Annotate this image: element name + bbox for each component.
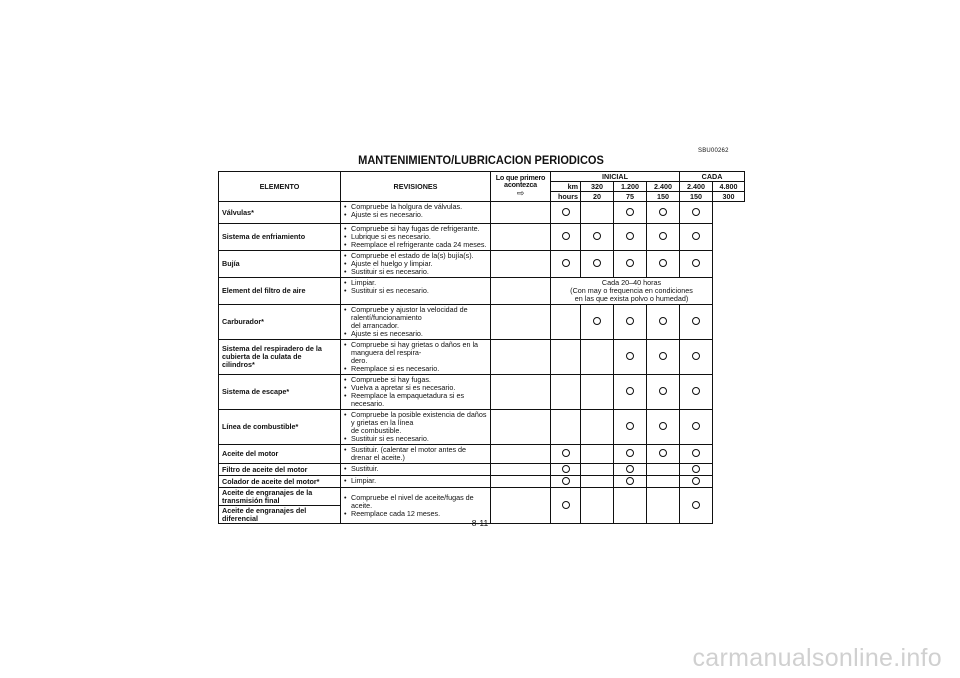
row-elemento <box>219 278 341 305</box>
row-elemento <box>219 445 341 464</box>
spacer-cell <box>491 305 551 340</box>
interval-cell <box>581 340 614 375</box>
row-revisiones <box>341 340 491 375</box>
revision-text: Sustituir. (calentar el motor antes de drenar el aceite.) <box>351 445 467 462</box>
row-revisiones <box>341 224 491 251</box>
row-elemento <box>219 464 341 476</box>
header-whichever-first <box>491 172 551 202</box>
check-circle-icon <box>562 259 570 267</box>
maintenance-table-body <box>219 202 745 524</box>
hours-value: 150 <box>647 192 680 202</box>
table-row <box>219 278 745 305</box>
revision-text: Compruebe si hay grietas o daños en la manguera del respira- <box>351 340 479 357</box>
interval-cell <box>551 375 581 410</box>
interval-cell <box>581 375 614 410</box>
interval-cell <box>647 445 680 464</box>
interval-cell <box>581 224 614 251</box>
spacer-cell <box>491 202 551 224</box>
row-elemento <box>219 305 341 340</box>
revision-text: Reemplace cada 12 meses. <box>351 508 441 518</box>
check-circle-icon <box>692 232 700 240</box>
note-text: (Con may o frequencia en condiciones <box>570 286 693 295</box>
interval-cell <box>680 305 713 340</box>
check-circle-icon <box>626 465 634 473</box>
interval-cell <box>581 476 614 488</box>
revision-item <box>343 306 488 330</box>
revision-text: Sustituir si es necesario. <box>351 434 429 443</box>
header-cada: CADA <box>680 172 745 182</box>
row-elemento <box>219 476 341 488</box>
revision-item <box>343 446 488 462</box>
km-value: 320 <box>581 182 614 192</box>
check-circle-icon <box>626 232 634 240</box>
revisiones-list <box>343 203 488 219</box>
revision-text: Limpiar. <box>351 476 377 485</box>
revision-text: Compruebe la posible existencia de daños y grietas en la línea <box>351 410 487 427</box>
row-revisiones <box>341 251 491 278</box>
interval-cell <box>680 445 713 464</box>
row-elemento <box>219 251 341 278</box>
interval-cell <box>614 224 647 251</box>
interval-cell <box>647 305 680 340</box>
spacer-cell <box>491 410 551 445</box>
interval-cell <box>551 305 581 340</box>
table-row <box>219 340 745 375</box>
check-circle-icon <box>692 449 700 457</box>
revision-item <box>343 465 488 473</box>
revision-text: Ajuste si es necesario. <box>351 210 423 219</box>
check-circle-icon <box>626 477 634 485</box>
interval-cell <box>551 410 581 445</box>
table-row <box>219 445 745 464</box>
revision-text: Reemplace la empaquetadura si es necesario. <box>351 391 465 408</box>
elemento-text: Filtro de aceite del motor <box>222 464 308 474</box>
interval-cell <box>581 251 614 278</box>
interval-cell <box>551 464 581 476</box>
elemento-text: Aceite de engranajes de la <box>222 487 313 497</box>
revision-item <box>343 211 488 219</box>
interval-cell <box>680 202 713 224</box>
elemento-text: Colador de aceite del motor* <box>222 476 320 486</box>
revision-item <box>343 268 488 276</box>
revision-text: Sustituir si es necesario. <box>351 286 429 295</box>
watermark: carmanualsonline.info <box>692 644 942 672</box>
revision-text: Sustituir si es necesario. <box>351 267 429 276</box>
elemento-text: Línea de combustible* <box>222 422 299 431</box>
row-revisiones <box>341 202 491 224</box>
revision-text: Limpiar. <box>351 278 377 287</box>
revision-text: dero. <box>351 356 368 365</box>
check-circle-icon <box>562 477 570 485</box>
km-value: 4.800 <box>713 182 745 192</box>
revision-item <box>343 435 488 443</box>
check-circle-icon <box>659 387 667 395</box>
row-elemento <box>219 340 341 375</box>
revision-text: Lubrique si es necesario. <box>351 232 431 241</box>
revisiones-list <box>343 341 488 373</box>
elemento-text: cilindros* <box>222 360 255 369</box>
page-title: MANTENIMIENTO/LUBRICACION PERIODICOS <box>358 155 604 167</box>
km-value: 2.400 <box>647 182 680 192</box>
hours-value: 300 <box>713 192 745 202</box>
check-circle-icon <box>626 352 634 360</box>
check-circle-icon <box>692 387 700 395</box>
table-row <box>219 375 745 410</box>
interval-cell <box>614 375 647 410</box>
revisiones-list <box>343 477 488 485</box>
interval-cell <box>647 340 680 375</box>
interval-cell <box>680 410 713 445</box>
check-circle-icon <box>659 352 667 360</box>
spacer-cell <box>491 340 551 375</box>
revision-text: Ajuste el huelgo y limpiar. <box>351 259 433 268</box>
interval-cell <box>647 476 680 488</box>
row-revisiones <box>341 445 491 464</box>
elemento-text: Aceite de engranajes del <box>222 505 307 515</box>
revision-text: Reemplace si es necesario. <box>351 364 440 373</box>
row-elemento <box>219 375 341 410</box>
table-row <box>219 305 745 340</box>
check-circle-icon <box>659 232 667 240</box>
revision-item <box>343 477 488 485</box>
header-whichever-first-line2: acontezca <box>504 179 537 189</box>
spacer-cell <box>491 278 551 305</box>
revision-text: Compruebe la holgura de válvulas. <box>351 202 463 211</box>
check-circle-icon <box>659 317 667 325</box>
check-circle-icon <box>659 208 667 216</box>
interval-cell <box>647 251 680 278</box>
elemento-text: Element del filtro de aire <box>222 286 306 295</box>
interval-cell <box>680 476 713 488</box>
spacer-cell <box>491 375 551 410</box>
elemento-text: Sistema del respiradero de la <box>222 344 322 353</box>
interval-cell <box>551 251 581 278</box>
revision-text: Sustituir. <box>351 464 379 473</box>
interval-cell <box>614 340 647 375</box>
check-circle-icon <box>626 317 634 325</box>
revision-text: Compruebe si hay fugas. <box>351 375 431 384</box>
row-revisiones <box>341 464 491 476</box>
revision-item <box>343 287 488 295</box>
revisiones-list <box>343 252 488 276</box>
right-arrow-icon: ⇨ <box>516 188 525 198</box>
elemento-text: Sistema de enfriamiento <box>222 232 306 241</box>
table-row <box>219 476 745 488</box>
km-value: 2.400 <box>680 182 713 192</box>
document-code: SBU00262 <box>698 148 729 154</box>
spacer-cell <box>491 251 551 278</box>
interval-cell <box>614 476 647 488</box>
row-revisiones <box>341 375 491 410</box>
revision-item <box>343 365 488 373</box>
interval-cell <box>614 251 647 278</box>
table-row <box>219 224 745 251</box>
header-hours-unit: hours <box>551 192 581 202</box>
check-circle-icon <box>659 259 667 267</box>
spacer-cell <box>491 464 551 476</box>
revision-item <box>343 330 488 338</box>
interval-cell <box>614 445 647 464</box>
interval-cell <box>680 251 713 278</box>
table-row <box>219 464 745 476</box>
interval-cell <box>647 224 680 251</box>
revision-text: Compruebe si hay fugas de refrigerante. <box>351 224 480 233</box>
row-revisiones <box>341 476 491 488</box>
check-circle-icon <box>593 317 601 325</box>
spacer-cell <box>491 476 551 488</box>
revision-item <box>343 241 488 249</box>
hours-value: 75 <box>614 192 647 202</box>
check-circle-icon <box>562 465 570 473</box>
revisiones-list <box>343 494 488 518</box>
revision-item <box>343 392 488 408</box>
interval-cell <box>680 340 713 375</box>
row-elemento <box>219 202 341 224</box>
spacer-cell <box>491 445 551 464</box>
elemento-text: Carburador* <box>222 317 264 326</box>
interval-cell <box>614 305 647 340</box>
hours-value: 20 <box>581 192 614 202</box>
table-row <box>219 202 745 224</box>
revisiones-list <box>343 306 488 338</box>
check-circle-icon <box>692 208 700 216</box>
interval-cell <box>647 410 680 445</box>
revision-text: Ajuste si es necesario. <box>351 329 423 338</box>
interval-cell <box>551 340 581 375</box>
header-whichever-first-line1: Lo que primero <box>495 173 546 182</box>
revision-item <box>343 341 488 365</box>
table-row <box>219 251 745 278</box>
check-circle-icon <box>626 259 634 267</box>
check-circle-icon <box>659 449 667 457</box>
check-circle-icon <box>692 501 700 509</box>
interval-cell <box>647 202 680 224</box>
revision-text: de combustible. <box>351 426 402 435</box>
check-circle-icon <box>626 422 634 430</box>
check-circle-icon <box>692 259 700 267</box>
revision-text: del arrancador. <box>351 321 399 330</box>
check-circle-icon <box>692 352 700 360</box>
check-circle-icon <box>626 449 634 457</box>
revision-item <box>343 510 488 518</box>
row-elemento <box>219 410 341 445</box>
note-text: Cada 20–40 horas <box>601 278 662 287</box>
check-circle-icon <box>626 387 634 395</box>
revisiones-list <box>343 446 488 462</box>
interval-cell <box>680 464 713 476</box>
interval-cell <box>647 464 680 476</box>
row-elemento <box>219 224 341 251</box>
check-circle-icon <box>692 477 700 485</box>
elemento-text: diferencial <box>222 513 258 523</box>
interval-cell <box>614 464 647 476</box>
maintenance-table <box>218 171 745 524</box>
interval-cell <box>581 445 614 464</box>
interval-note <box>551 278 713 305</box>
table-row <box>219 488 745 506</box>
header-elemento: ELEMENTO <box>219 172 341 202</box>
interval-cell <box>680 375 713 410</box>
check-circle-icon <box>593 232 601 240</box>
check-circle-icon <box>659 422 667 430</box>
check-circle-icon <box>692 317 700 325</box>
elemento-text: Sistema de escape* <box>222 387 290 396</box>
check-circle-icon <box>562 208 570 216</box>
revisiones-list <box>343 376 488 408</box>
check-circle-icon <box>562 232 570 240</box>
check-circle-icon <box>593 259 601 267</box>
table-row <box>219 410 745 445</box>
revision-text: Compruebe el nivel de aceite/fugas de aceite. <box>351 492 474 510</box>
elemento-text: Bujía <box>222 259 240 268</box>
interval-cell <box>551 445 581 464</box>
row-revisiones <box>341 410 491 445</box>
revision-text: Vuelva a apretar si es necesario. <box>351 383 456 392</box>
header-revisiones: REVISIONES <box>341 172 491 202</box>
elemento-text: Válvulas* <box>222 207 254 217</box>
check-circle-icon <box>562 449 570 457</box>
check-circle-icon <box>562 501 570 509</box>
revision-text: Reemplace el refrigerante cada 24 meses. <box>351 240 487 249</box>
page-number: 8-11 <box>471 518 489 528</box>
elemento-text: Aceite del motor <box>222 449 279 458</box>
interval-cell <box>647 375 680 410</box>
row-revisiones <box>341 278 491 305</box>
check-circle-icon <box>626 208 634 216</box>
header-inicial: INICIAL <box>551 172 680 182</box>
row-revisiones <box>341 305 491 340</box>
spacer-cell <box>491 224 551 251</box>
row-elemento <box>219 488 341 506</box>
interval-cell <box>551 476 581 488</box>
interval-cell <box>551 202 581 224</box>
revisiones-list <box>343 279 488 295</box>
interval-cell <box>551 224 581 251</box>
interval-cell <box>680 224 713 251</box>
interval-cell <box>581 464 614 476</box>
revision-text: Compruebe el estado de la(s) bujía(s). <box>351 251 474 260</box>
revision-item <box>343 411 488 435</box>
revisiones-list <box>343 411 488 443</box>
elemento-text: transmisión final <box>222 495 280 505</box>
revision-text: Compruebe y ajustor la velocidad de ralentí/funcionamiento <box>351 305 468 322</box>
revision-item <box>343 494 488 510</box>
check-circle-icon <box>692 465 700 473</box>
check-circle-icon <box>692 422 700 430</box>
note-text: en las que exista polvo o humedad) <box>574 294 689 303</box>
interval-cell <box>614 202 647 224</box>
revisiones-list <box>343 465 488 473</box>
interval-cell <box>581 410 614 445</box>
elemento-text: cubierta de la culata de <box>222 352 302 361</box>
interval-cell <box>581 305 614 340</box>
interval-cell <box>614 410 647 445</box>
hours-value: 150 <box>680 192 713 202</box>
revisiones-list <box>343 225 488 249</box>
header-km-unit: km <box>551 182 581 192</box>
interval-cell <box>581 202 614 224</box>
km-value: 1.200 <box>614 182 647 192</box>
